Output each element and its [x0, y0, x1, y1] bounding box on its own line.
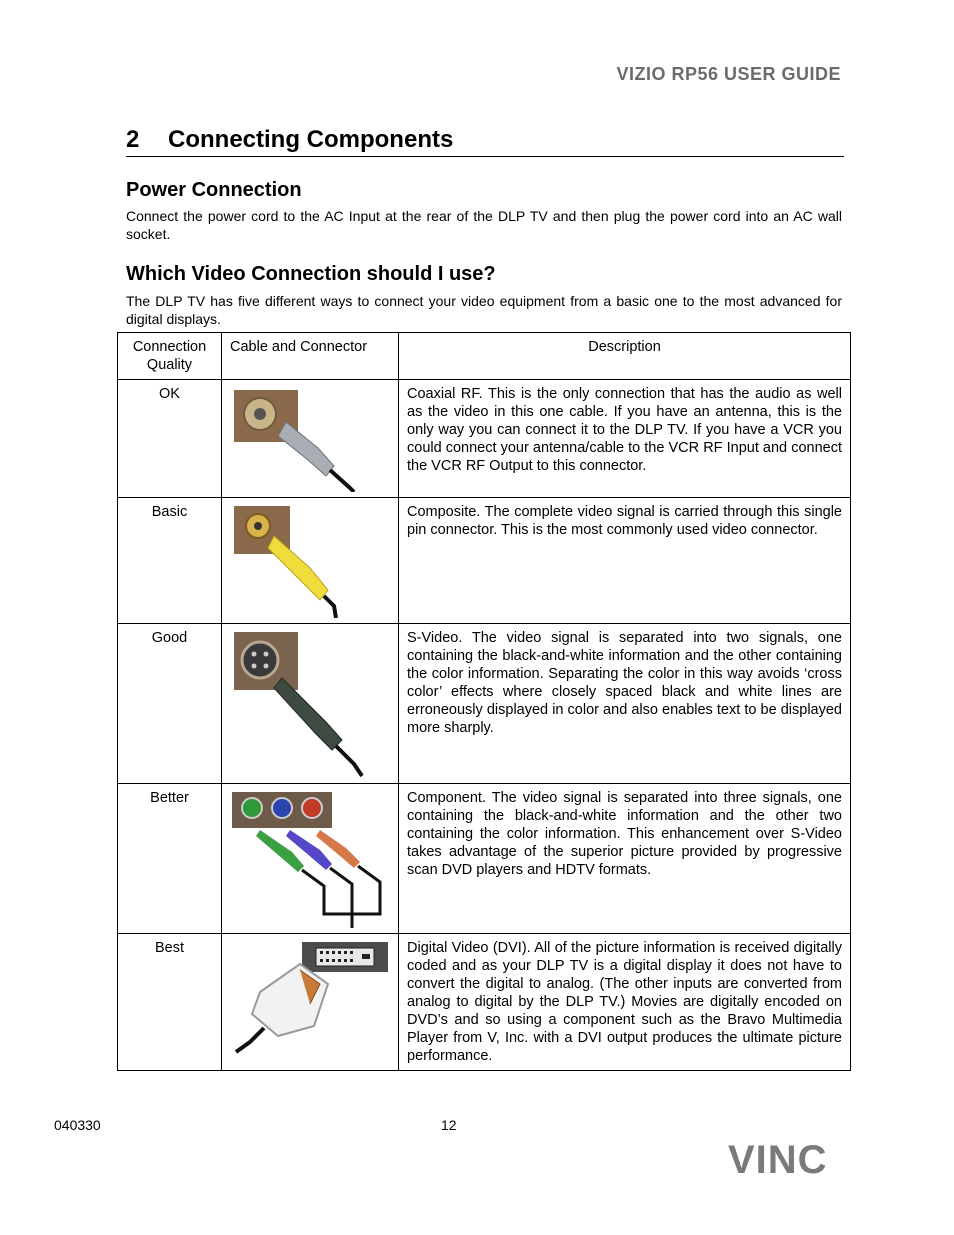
quality-cell: Good — [118, 624, 222, 784]
s-video-connector-icon — [230, 630, 386, 778]
dvi-connector-icon — [230, 940, 390, 1064]
connector-cell — [222, 624, 399, 784]
video-body: The DLP TV has five different ways to connect your video equipment from a basic one to the most advanced for digital displays. — [126, 293, 842, 327]
connector-cell — [222, 498, 399, 624]
table-row — [118, 380, 851, 498]
power-heading: Power Connection — [126, 179, 302, 201]
table-row — [118, 934, 851, 1071]
description-cell: Coaxial RF. This is the only connection that has the audio as well as the video in this one cable. If you have an antenna, this is the only way you can connect it to the DLP TV. If you have a VCR you could connect your antenna/cable to the VCR RF Input and connect the VCR RF Output to this connector. — [399, 380, 851, 498]
description-cell: S-Video. The video signal is separated into two signals, one containing the black-and-white information and the other containing the color information. Separating the color in this way avoids ‘cross color’ effects where closely spaced black and white lines are erroneously displayed in color and also enables text to be displayed more sharply. — [399, 624, 851, 784]
table-row — [118, 784, 851, 934]
chapter-title: Connecting Components — [168, 126, 454, 153]
coaxial-rf-connector-icon — [230, 386, 360, 492]
page-number: 12 — [441, 1117, 457, 1133]
header-description: Description — [399, 333, 851, 380]
chapter-number: 2 — [126, 126, 140, 153]
table-row — [118, 498, 851, 624]
description-cell: Digital Video (DVI). All of the picture information is received digitally coded and as your DLP TV is a digital display it does not have to convert the digital to analog. (The other inputs are converted from analog to digital by the DLP TV.) Movies are digitally encoded on DVD’s and so using a component such as the Bravo Multimedia Player from V, Inc. with a DVI output produces the ultimate picture performance. — [399, 934, 851, 1071]
quality-cell: Best — [118, 934, 222, 1071]
header-cable: Cable and Connector — [222, 333, 399, 380]
connector-cell — [222, 934, 399, 1071]
video-heading: Which Video Connection should I use? — [126, 263, 496, 285]
power-body: Connect the power cord to the AC Input at the rear of the DLP TV and then plug the power cord into an AC wall socket. — [126, 208, 842, 242]
chapter-heading — [126, 126, 844, 157]
table-header-row — [118, 333, 851, 380]
description-cell: Component. The video signal is separated into three signals, one containing the black-and-white information and the other two containing the color information. This enhancement over S-Video takes advantage of the superior picture provided by progressive scan DVD players and HDTV formats. — [399, 784, 851, 934]
document-code: 040330 — [54, 1117, 101, 1133]
component-connector-icon — [230, 790, 386, 928]
description-cell: Composite. The complete video signal is carried through this single pin connector. This is the most commonly used video connector. — [399, 498, 851, 624]
composite-connector-icon — [230, 504, 360, 618]
connection-table — [117, 332, 851, 1071]
vinc-logo: VINC — [728, 1138, 828, 1182]
connector-cell — [222, 784, 399, 934]
header-quality: Connection Quality — [118, 333, 222, 380]
quality-cell: Basic — [118, 498, 222, 624]
connector-cell — [222, 380, 399, 498]
quality-cell: OK — [118, 380, 222, 498]
table-row — [118, 624, 851, 784]
quality-cell: Better — [118, 784, 222, 934]
guide-title: VIZIO RP56 USER GUIDE — [616, 64, 841, 84]
